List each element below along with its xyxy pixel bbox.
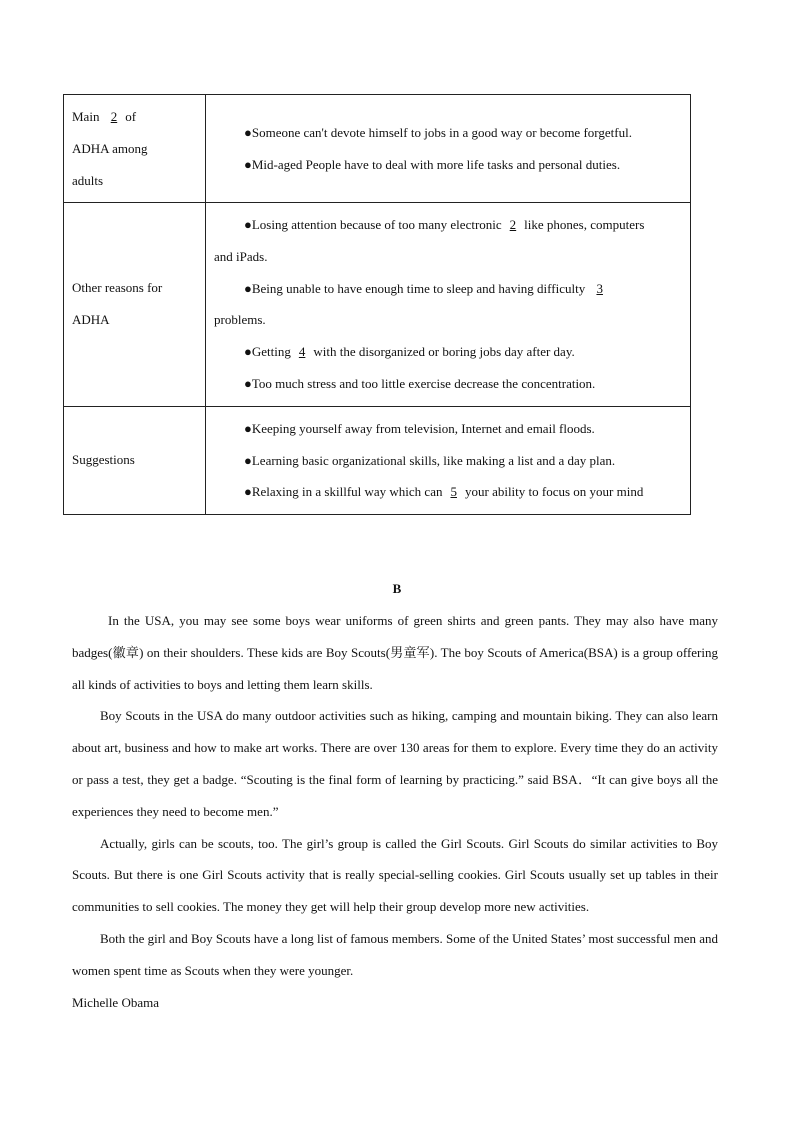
- bullet-item: ●Getting 4 with the disorganized or boring jobs day after day.: [214, 336, 682, 368]
- section-heading: B: [392, 581, 402, 596]
- row-content-main: [206, 95, 691, 203]
- paragraph: Boy Scouts in the USA do many outdoor activities such as hiking, camping and mountain biking. They can also learn about art, business and how to make art works. There are over 130 areas for them to explore. Every time they do an activity or pass a test, they get a badge. “Scouting is the final form of learning by practicing.” said BSA．“It can give boys all the experiences they need to become men.”: [72, 708, 718, 819]
- answer-blank-3: 3: [596, 280, 603, 296]
- adha-table: [63, 94, 691, 515]
- label-text: Main: [72, 108, 100, 124]
- trailing-name-line: Michelle Obama: [72, 994, 159, 1010]
- row-content-suggestions: [206, 406, 691, 514]
- paragraph: Both the girl and Boy Scouts have a long list of famous members. Some of the United States’ most successful men and women spent time as Scouts when they were younger.: [72, 930, 718, 978]
- label-text: Suggestions: [72, 452, 135, 468]
- paragraph: Actually, girls can be scouts, too. The girl’s group is called the Girl Scouts. Girl Scouts do similar activities to Boy Scouts. But there is one Girl Scouts activity that is really special-selling cookies. Girl Scouts usually set up tables in their communities to sell cookies. The money they get will help their group develop more new activities.: [72, 835, 718, 915]
- row-label-suggestions: [64, 406, 206, 514]
- bullet-item: ●Relaxing in a skillful way which can 5 your ability to focus on your mind: [214, 476, 682, 508]
- bullet-item: ●Too much stress and too little exercise decrease the concentration.: [244, 375, 596, 391]
- bullet-item: ●Keeping yourself away from television, Internet and email floods.: [244, 420, 595, 436]
- bullet-item: ●Being unable to have enough time to sleep and having difficulty 3: [214, 273, 682, 305]
- label-text: ADHA among: [72, 140, 148, 156]
- table-row: [64, 406, 691, 514]
- bullet-item: ●Mid-aged People have to deal with more life tasks and personal duties.: [244, 156, 621, 172]
- bullet-continuation: and iPads.: [214, 248, 268, 264]
- bullet-item: ●Learning basic organizational skills, like making a list and a day plan.: [244, 452, 616, 468]
- table-row: [64, 95, 691, 203]
- label-text: Other reasons for: [72, 280, 163, 296]
- answer-blank-4: 4: [298, 344, 306, 360]
- answer-blank-5: 5: [450, 484, 457, 500]
- row-content-other-reasons: [206, 203, 691, 407]
- answer-blank-2: 2: [509, 217, 517, 232]
- row-label-main: [64, 95, 206, 203]
- label-text: of: [125, 108, 137, 124]
- paragraph: In the USA, you may see some boys wear uniforms of green shirts and green pants. They may also have many badges(徽章) on their shoulders. These kids are Boy Scouts(男童军). The boy Scouts of America(BSA) is a group offering all kinds of activities to boys and letting them learn skills.: [72, 613, 718, 692]
- label-text: ADHA: [72, 312, 110, 328]
- table-row: [64, 203, 691, 407]
- bullet-item: ●Someone can't devote himself to jobs in a good way or become forgetful.: [244, 124, 632, 140]
- bullet-item: ●Losing attention because of too many electronic 2 like phones, computers: [214, 209, 682, 241]
- row-label-other-reasons: [64, 203, 206, 407]
- bullet-continuation: problems.: [214, 312, 266, 328]
- reading-passage: [72, 605, 718, 1018]
- answer-blank-1: 2: [110, 108, 118, 124]
- label-text: adults: [72, 172, 104, 188]
